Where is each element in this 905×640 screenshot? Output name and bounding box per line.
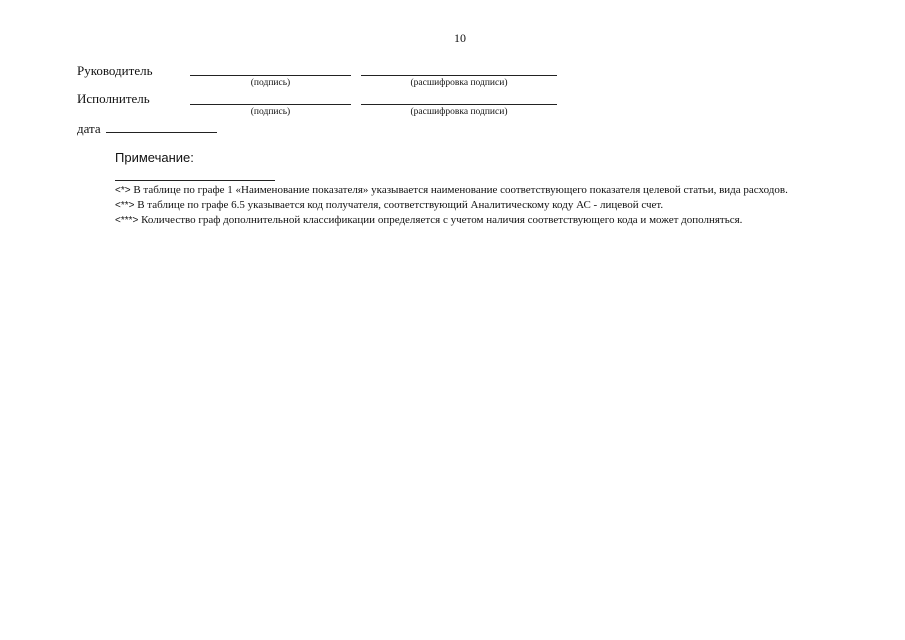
footnote-3 bbox=[77, 213, 844, 228]
manager-decoding-line bbox=[361, 75, 557, 76]
executor-signature-caption: (подпись) bbox=[250, 107, 291, 117]
footnote-1 bbox=[77, 183, 844, 198]
executor-signature-line bbox=[190, 104, 351, 105]
executor-decoding-caption: (расшифровка подписи) bbox=[410, 107, 508, 117]
page-number: 10 bbox=[454, 31, 466, 45]
footnotes bbox=[77, 183, 844, 228]
footnote-text: В таблице по графе 6.5 указывается код получателя, соответствующий Аналитическому коду АС - лицевой счет. bbox=[134, 199, 664, 211]
date-label: дата bbox=[77, 121, 101, 136]
manager-label: Руководитель bbox=[77, 63, 153, 78]
manager-signature-line bbox=[190, 75, 351, 76]
manager-decoding-caption: (расшифровка подписи) bbox=[410, 78, 508, 88]
note-heading: Примечание: bbox=[115, 150, 194, 165]
footnote-marker: <***> bbox=[115, 215, 139, 226]
date-line bbox=[106, 120, 217, 133]
manager-signature-caption: (подпись) bbox=[250, 78, 291, 88]
footnote-text: В таблице по графе 1 «Наименование показателя» указывается наименование соответствующего показателя целевой статьи, вида расходов. bbox=[130, 184, 788, 196]
note-divider bbox=[115, 180, 275, 181]
footnote-2 bbox=[77, 198, 844, 213]
footnote-marker: <*> bbox=[115, 185, 131, 196]
footnote-marker: <**> bbox=[115, 200, 135, 211]
executor-label: Исполнитель bbox=[77, 91, 150, 106]
footnote-text: Количество граф дополнительной классификации определяется с учетом наличия соответствующего кода и может дополняться. bbox=[138, 214, 743, 226]
executor-decoding-line bbox=[361, 104, 557, 105]
date-row bbox=[77, 120, 217, 137]
